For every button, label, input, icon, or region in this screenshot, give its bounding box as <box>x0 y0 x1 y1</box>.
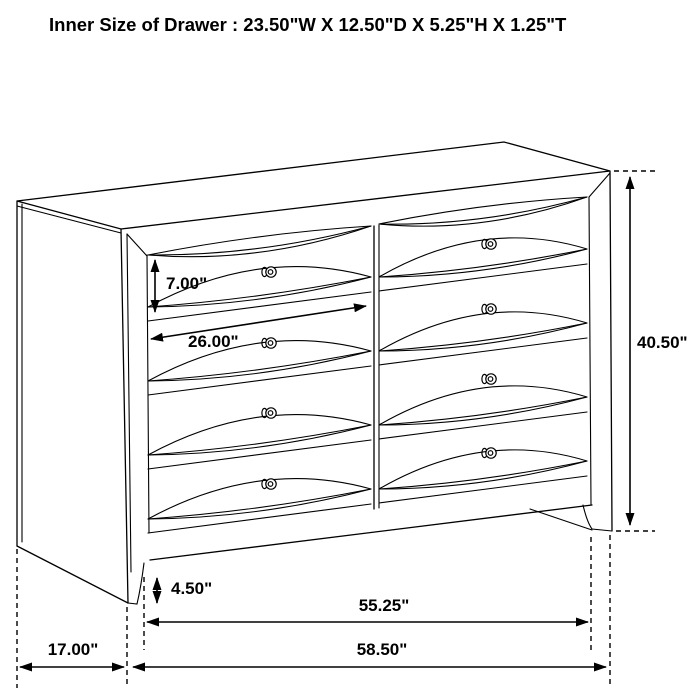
dim-label-depth: 17.00" <box>47 640 99 659</box>
dim-label-overall-height: 40.50" <box>637 333 688 352</box>
drawer-knob <box>482 448 496 458</box>
top-rail-curves <box>148 197 587 257</box>
dresser-drawing <box>17 142 612 604</box>
dim-label-overall-width: 58.50" <box>356 640 408 659</box>
drawer-knob <box>482 374 496 384</box>
diagram-title: Inner Size of Drawer : 23.50"W X 12.50"D X 5.25"H X 1.25"T <box>49 14 567 35</box>
dim-base-height <box>157 578 212 603</box>
dim-label-inner-base-width: 55.25" <box>358 596 410 615</box>
dim-overall-height <box>614 171 688 531</box>
drawer-wing-curves-left <box>148 267 371 519</box>
dresser-side-panel <box>17 201 131 603</box>
dim-label-base-height: 4.50" <box>171 579 213 598</box>
drawer-wing-curves-right <box>379 238 587 489</box>
dim-drawer-width <box>151 306 366 351</box>
dim-label-drawer-face-height: 7.00" <box>166 274 208 293</box>
dresser-top-face <box>17 142 610 233</box>
dim-depth <box>17 549 127 688</box>
drawer-knob <box>482 304 496 314</box>
dim-label-drawer-width: 26.00" <box>188 332 239 351</box>
